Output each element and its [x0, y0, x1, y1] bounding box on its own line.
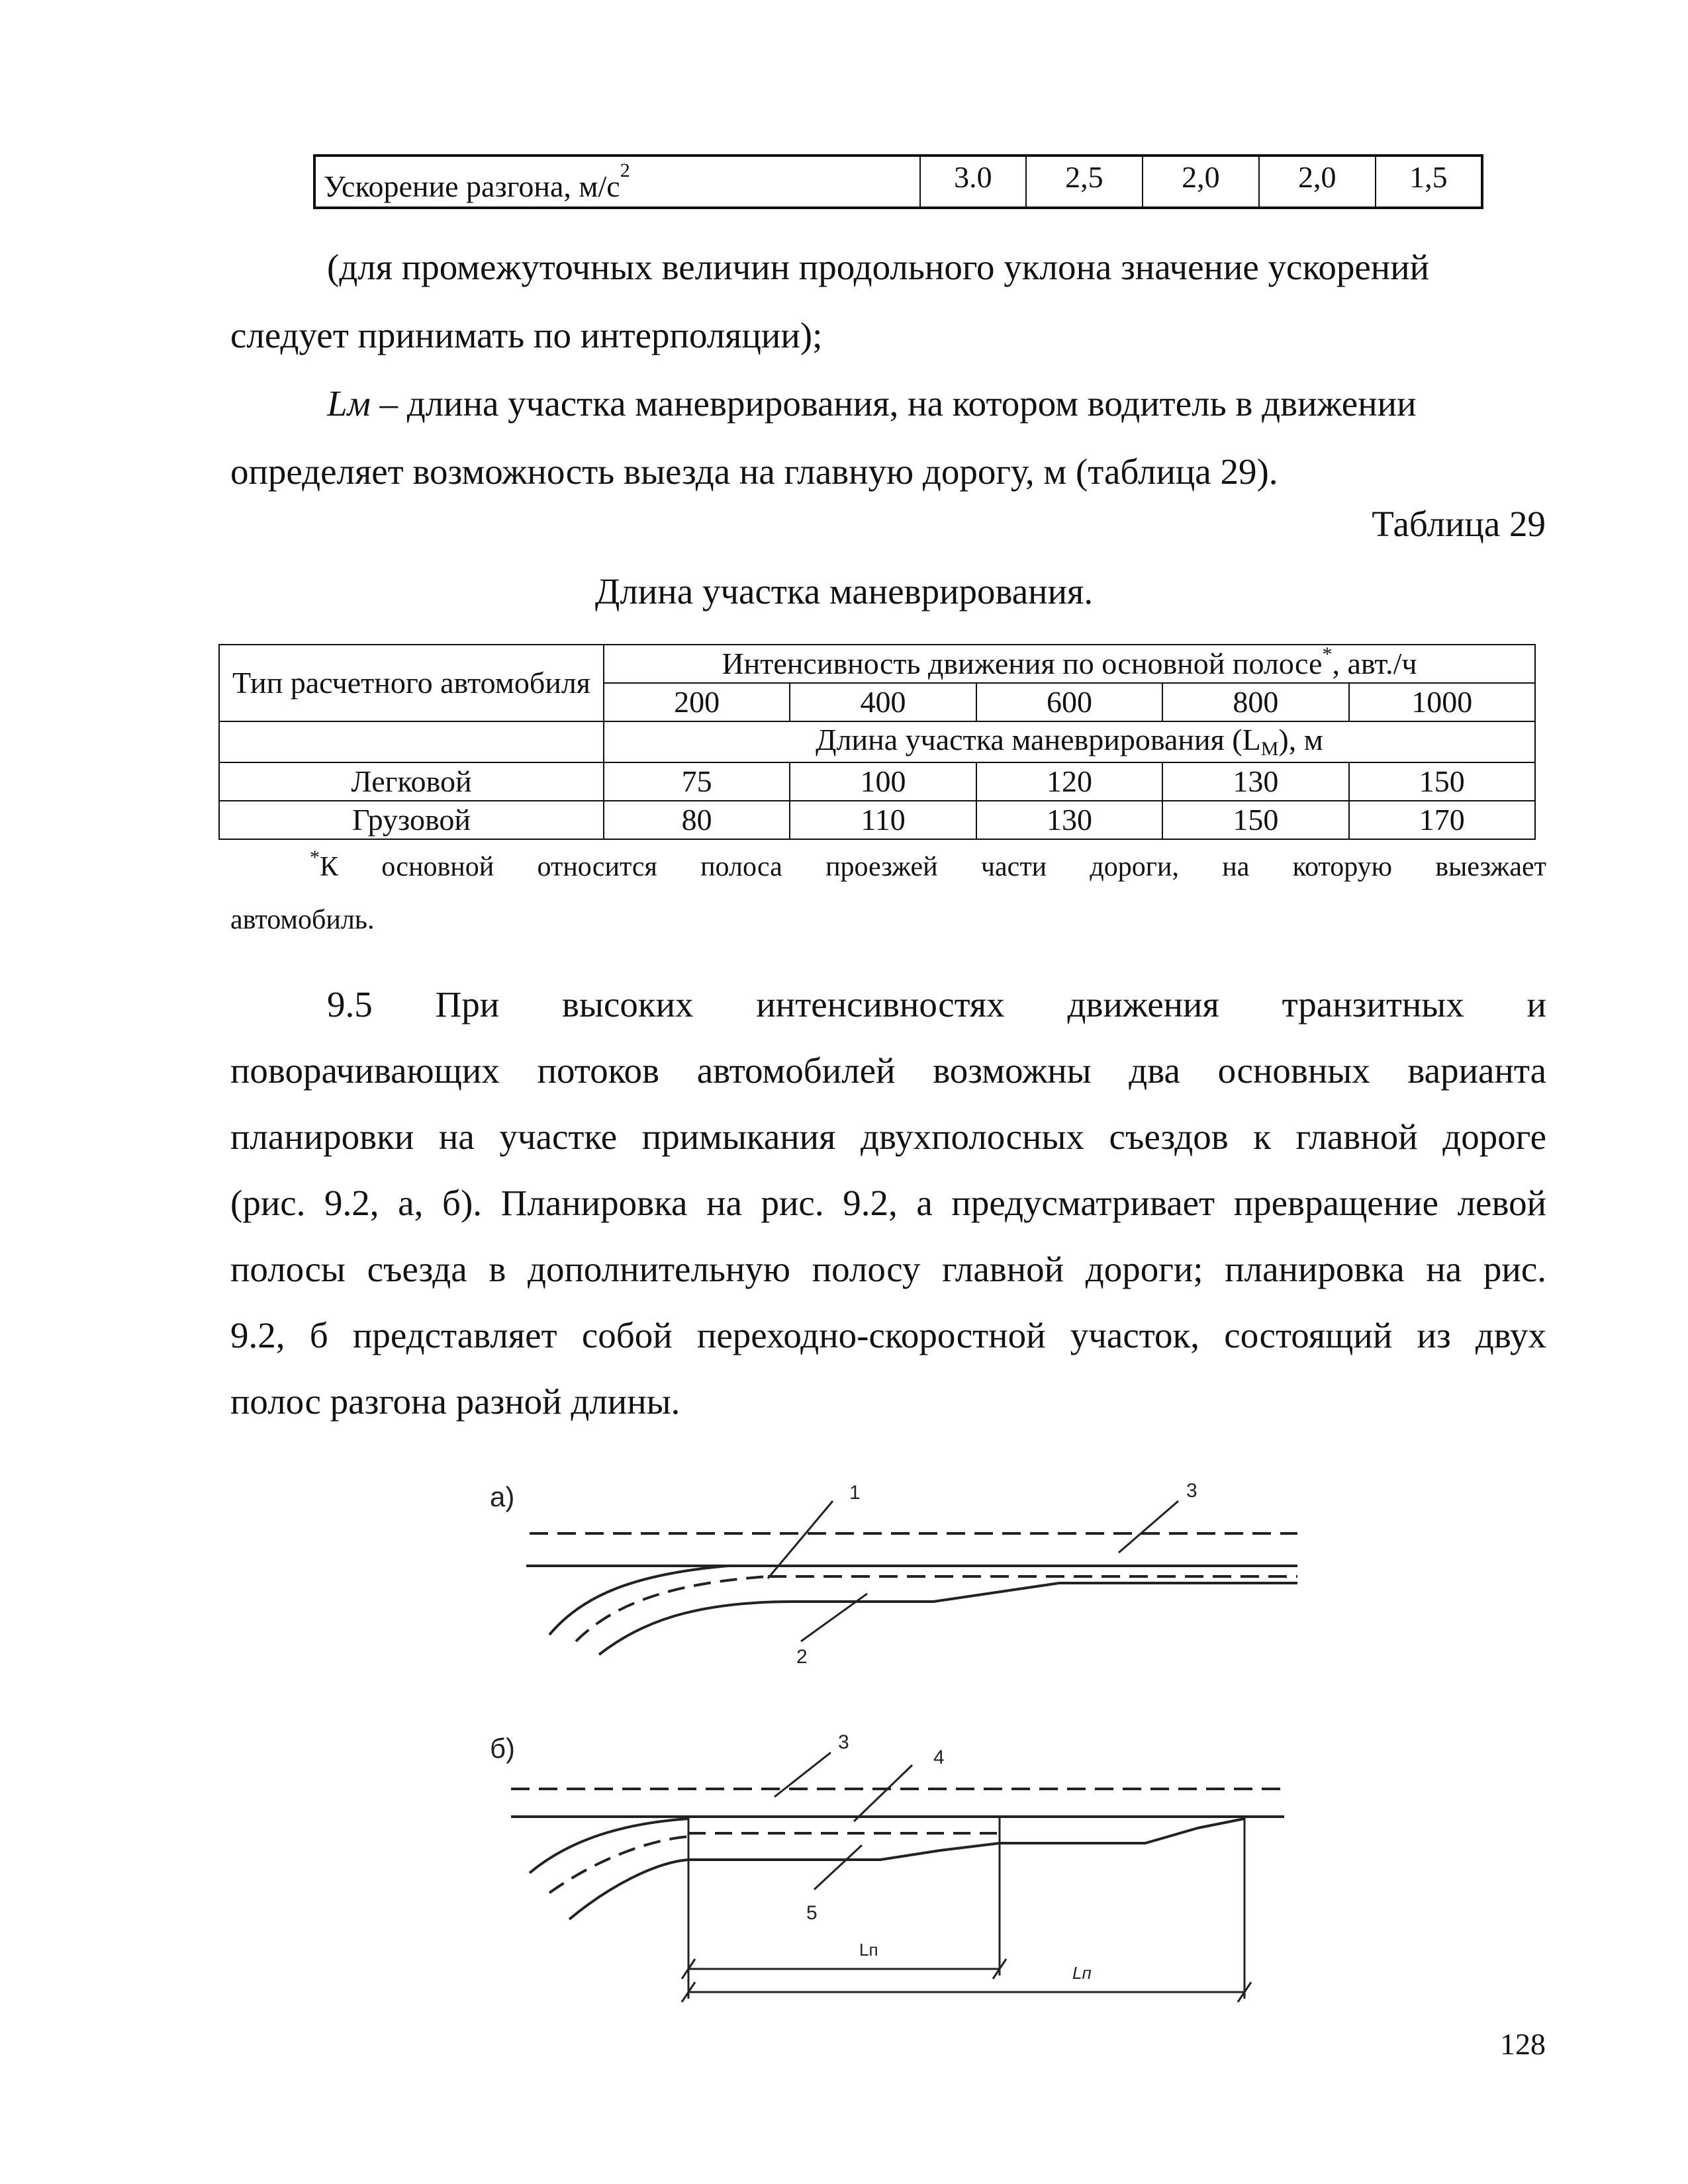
intensity-value: 400	[790, 683, 976, 721]
length-unit: ), м	[1278, 723, 1323, 756]
callout-number: 3	[1186, 1480, 1197, 1502]
acceleration-value: 3.0	[920, 156, 1026, 208]
intensity-unit: , авт./ч	[1332, 647, 1417, 680]
acceleration-value: 2,5	[1026, 156, 1143, 208]
paragraph-line: полосы съезда в дополнительную полосу главной дороги; планировка на рис.	[230, 1249, 1546, 1289]
intensity-value: 1000	[1349, 683, 1535, 721]
length-subscript: М	[1260, 738, 1279, 760]
callout-number: 1	[849, 1482, 861, 1504]
length-value: 130	[1162, 762, 1348, 801]
intensity-header-text: Интенсивность движения по основной полосе	[722, 647, 1323, 680]
length-value: 110	[790, 801, 976, 839]
paragraph-line: (рис. 9.2, а, б). Планировка на рис. 9.2, а предусматривает превращение левой	[230, 1183, 1546, 1223]
paragraph-line: (для промежуточных величин продольного уклона значение ускорений	[327, 247, 1430, 287]
callout-number: 2	[796, 1646, 808, 1668]
lm-symbol: Lм	[327, 383, 371, 424]
callout-number: 5	[806, 1902, 818, 1924]
footnote-mark: *	[310, 846, 320, 868]
length-value: 130	[976, 801, 1162, 839]
footnote-line: автомобиль.	[230, 905, 375, 935]
paragraph-line: следует принимать по интерполяции);	[230, 315, 823, 355]
vehicle-type: Легковой	[219, 762, 604, 801]
table-title: Длина участка маневрирования.	[594, 571, 1094, 612]
acceleration-unit-exponent: 2	[620, 159, 630, 181]
intensity-value: 200	[604, 683, 790, 721]
length-value: 75	[604, 762, 790, 801]
paragraph-line: определяет возможность выезда на главную дорогу, м (таблица 29).	[230, 451, 1278, 492]
callout-leader	[1119, 1501, 1178, 1553]
callout-number: 3	[838, 1731, 849, 1753]
lm-definition-text: – длина участка маневрирования, на котором водитель в движении	[370, 383, 1417, 424]
paragraph-line: 9.5 При высоких интенсивностях движения транзитных и	[327, 984, 1546, 1024]
callout-leader	[814, 1845, 862, 1889]
length-value: 100	[790, 762, 976, 801]
ramp-inner-edge	[599, 1583, 1297, 1655]
length-value: 170	[1349, 801, 1535, 839]
dimension-label-long: Lп	[1072, 1963, 1092, 1983]
ramp-outer-edge	[549, 1566, 728, 1635]
subfigure-b-label: б)	[490, 1733, 516, 1764]
vehicle-type: Грузовой	[219, 801, 604, 839]
length-value: 120	[976, 762, 1162, 801]
paragraph-line: поворачивающих потоков автомобилей возможны два основных варианта	[230, 1050, 1546, 1091]
length-value: 150	[1162, 801, 1348, 839]
acceleration-value: 1,5	[1376, 156, 1482, 208]
ramp-lane-marking	[576, 1576, 768, 1641]
footnote-mark: *	[1322, 643, 1333, 665]
length-value: 150	[1349, 762, 1535, 801]
paragraph-line: планировки на участке примыкания двухполосных съездов к главной дороге	[230, 1116, 1546, 1157]
callout-number: 4	[933, 1747, 945, 1768]
dimension-label-short: Lп	[859, 1940, 878, 1960]
diagram-a	[526, 1501, 1297, 1655]
length-value: 80	[604, 801, 790, 839]
diagram-b	[511, 1752, 1284, 2002]
acceleration-value: 2,0	[1143, 156, 1259, 208]
acceleration-label: Ускорение разгона, м/с	[324, 169, 620, 203]
intensity-value: 800	[1162, 683, 1348, 721]
callout-leader	[854, 1765, 912, 1821]
paragraph-line: 9.2, б представляет собой переходно-скоростной участок, состоящий из двух	[230, 1315, 1546, 1355]
footnote-text: К основной относится полоса проезжей части дороги, на которую выезжает	[320, 852, 1546, 882]
acceleration-value: 2,0	[1259, 156, 1376, 208]
subfigure-a-label: а)	[490, 1481, 515, 1512]
page-number: 128	[1500, 2027, 1546, 2061]
length-header-text: Длина участка маневрирования (L	[816, 723, 1261, 756]
vehicle-type-header: Тип расчетного автомобиля	[219, 645, 604, 721]
paragraph-line: полос разгона разной длины.	[230, 1381, 680, 1422]
figure-labels	[490, 1480, 1197, 1983]
intensity-value: 600	[976, 683, 1162, 721]
table-number: Таблица 29	[1372, 504, 1546, 544]
